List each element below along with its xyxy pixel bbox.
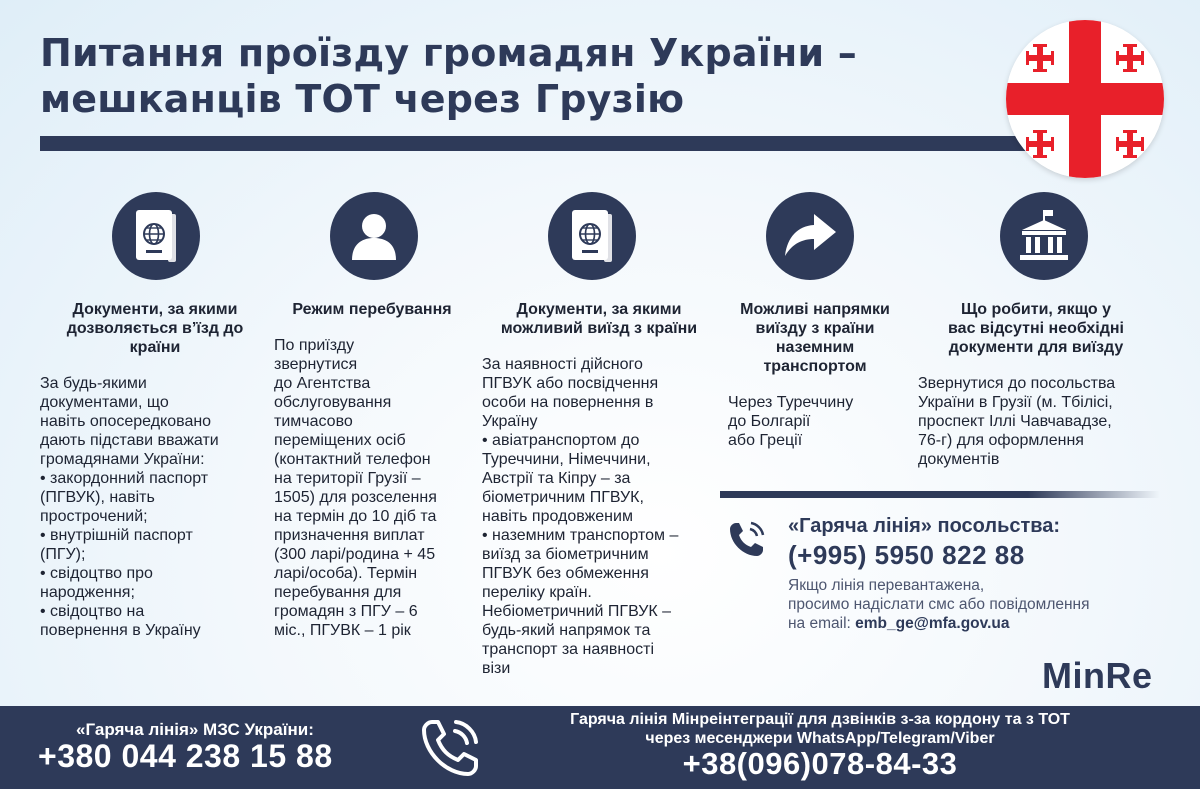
page-title-line-2: мешканців ТОТ через Грузію xyxy=(40,77,685,121)
arrow-forward-icon xyxy=(766,192,854,280)
mfa-hotline-label: «Гаряча лінія» МЗС України: xyxy=(76,720,314,739)
embassy-email-link[interactable]: emb_ge@mfa.gov.ua xyxy=(855,615,1010,632)
column-3-heading: Документи, за якими можливий виїзд з країни xyxy=(500,301,698,337)
minre-hotline-label: Гаряча лінія Мінреінтеграції для дзвінків з-за кордону та з ТОТ через месенджери WhatsApp/Telegram/Viber xyxy=(570,711,1070,747)
column-5-text: Звернутися до посольства України в Грузії (м. Тбілісі, проспект Іллі Чавчавадзе, 76-г) для оформлення документів xyxy=(918,375,1116,468)
minre-logo: MinRe xyxy=(1042,655,1153,696)
georgia-flag xyxy=(1006,20,1164,178)
embassy-hotline-note: Якщо лінія перевантажена, просимо надіслати смс або повідомлення на email: emb_ge@mfa.gov.ua xyxy=(788,577,1090,632)
minre-hotline-phone[interactable]: +38(096)078-84-33 xyxy=(682,746,958,781)
georgia-flag-icon xyxy=(1006,20,1164,178)
column-2-heading: Режим перебування xyxy=(292,301,452,318)
column-3-text: За наявності дійсного ПГВУК або посвідчення особи на повернення в Україну • авіатранспортом до Туреччини, Німеччини, Австрії та Кіпру – за біометричним ПГВУК, навіть продовженим • наземним транспортом – виїзд за біометричним ПГВУК без обмеження переліку країн. Небіометричний ПГВУК – будь-який напрямок та транспорт за наявності візи xyxy=(482,356,679,677)
embassy-hotline-title: «Гаряча лінія» посольства: xyxy=(788,515,1061,537)
column-2-text: По приїзду звернутися до Агентства обслуговування тимчасово переміщених осіб (контактний телефон на території Грузії – 1505) для розселення на термін до 10 діб та призначення виплат (300 ларі/родина + 45 ларі/особа). Термін перебування для громадян з ПГУ – 6 міс., ПГУВК – 1 рік xyxy=(274,337,437,639)
page-title xyxy=(40,30,960,122)
phone-ringing-icon xyxy=(418,714,484,780)
person-icon xyxy=(330,192,418,280)
hotline-divider xyxy=(720,491,1160,498)
column-5-heading: Що робити, якщо у вас відсутні необхідні документи для виїзду xyxy=(948,301,1124,356)
passport-icon xyxy=(112,192,200,280)
column-4-heading: Можливі напрямки виїзду з країни наземним транспортом xyxy=(740,301,890,375)
column-1-text: За будь-якими документами, що навіть опосередковано дають підстави вважати громадянами України: • закордонний паспорт (ПГВУК), навіть прострочений; • внутрішній паспорт (ПГУ); • свідоцтво про народження; • свідоцтво на повернення в Україну xyxy=(40,375,219,639)
building-icon xyxy=(1000,192,1088,280)
passport-icon xyxy=(548,192,636,280)
column-4-text: Через Туреччину до Болгарії або Греції xyxy=(728,394,854,449)
title-divider xyxy=(40,136,1050,151)
embassy-hotline-phone[interactable]: (+995) 5950 822 88 xyxy=(788,540,1025,570)
column-1-heading: Документи, за якими дозволяється вʼїзд до країни xyxy=(66,301,244,356)
mfa-hotline-phone[interactable]: +380 044 238 15 88 xyxy=(38,738,333,774)
phone-icon xyxy=(727,519,767,559)
footer-bar xyxy=(0,706,1200,789)
page-title-line-1: Питання проїзду громадян України – xyxy=(40,31,857,75)
